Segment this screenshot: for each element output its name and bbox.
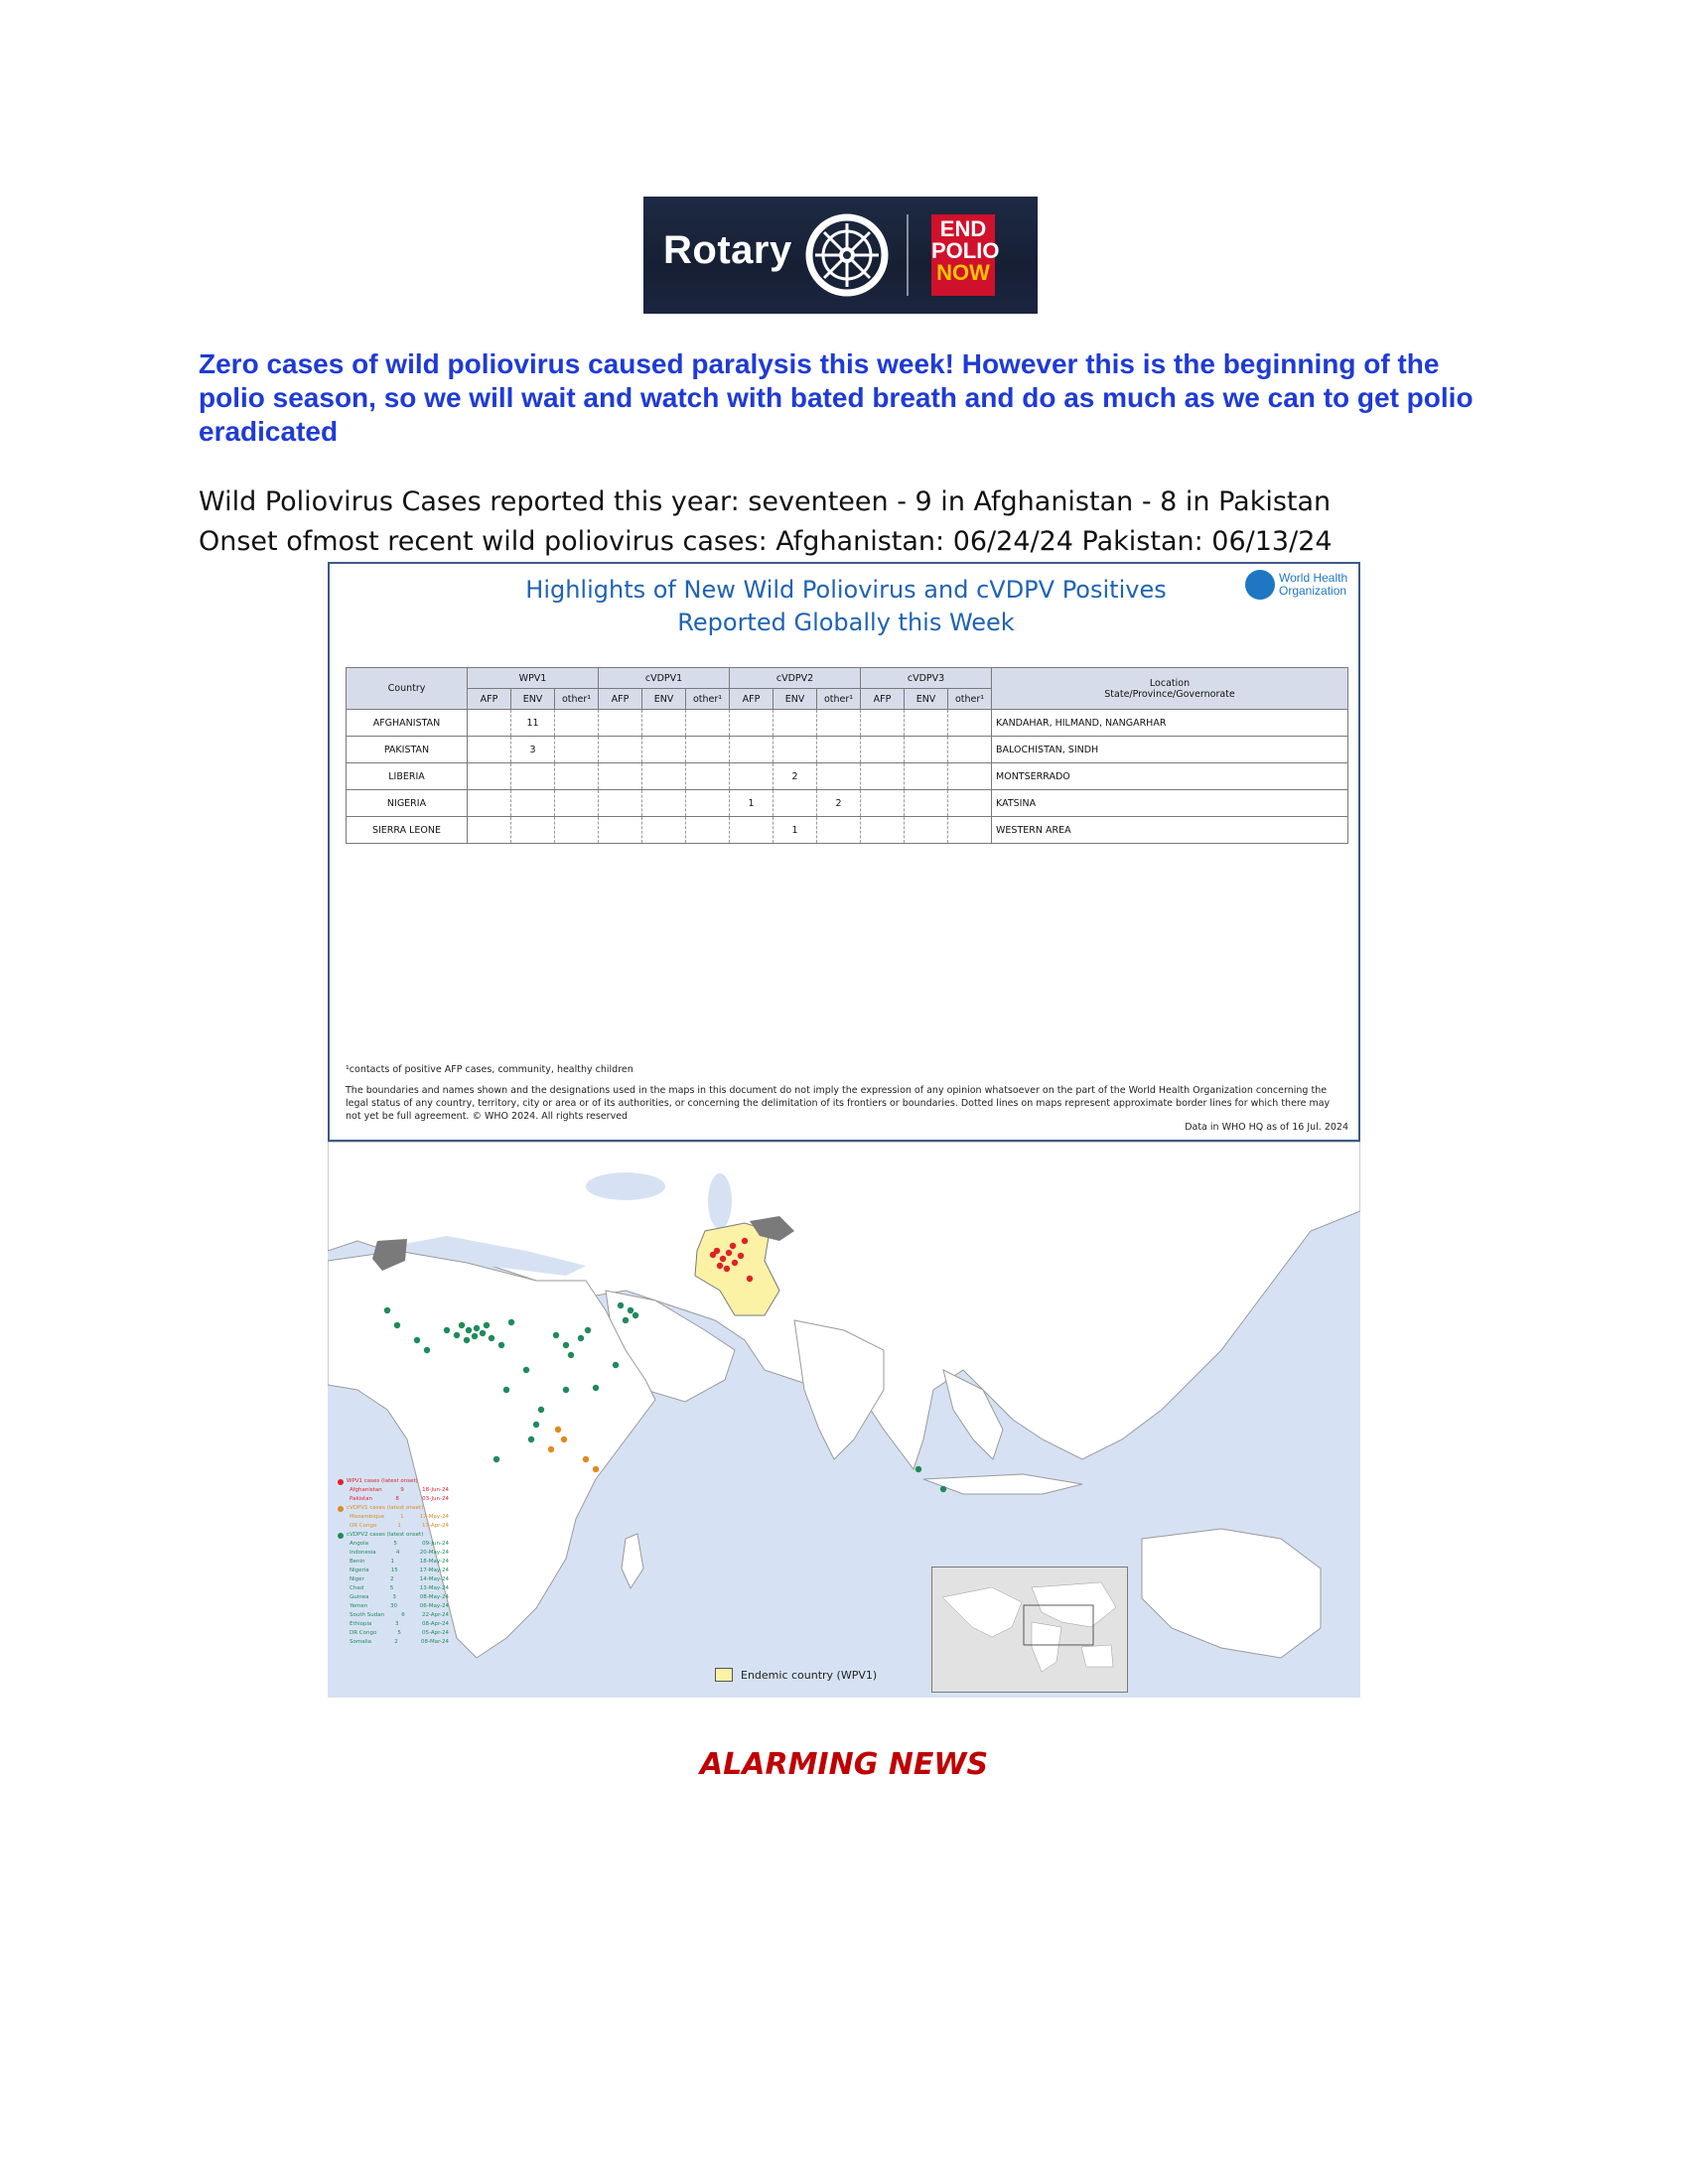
legend-row: DR Congo 1 17-Apr-24	[350, 1523, 449, 1529]
subcolumn-header: other¹	[948, 689, 992, 710]
case-dot	[623, 1317, 629, 1323]
case-dot	[583, 1456, 589, 1462]
country-cell: PAKISTAN	[347, 737, 468, 763]
case-dot	[717, 1263, 723, 1269]
count-cell	[817, 763, 861, 790]
headline: Zero cases of wild poliovirus caused paralysis this week! However this is the beginning of the polio season, so we will wait and watch with bated breath and do as much as we can to get polio eradicated	[199, 348, 1474, 447]
table-row	[347, 790, 1348, 817]
case-dot	[730, 1243, 736, 1249]
case-dot	[738, 1253, 744, 1259]
count-cell	[948, 790, 992, 817]
case-dot	[593, 1385, 599, 1391]
legend-row: Niger 2 14-May-24	[350, 1576, 449, 1582]
case-dot	[633, 1312, 638, 1318]
count-cell	[905, 737, 948, 763]
case-dot	[585, 1327, 591, 1333]
count-cell	[642, 763, 686, 790]
case-dot	[593, 1466, 599, 1472]
count-cell	[599, 790, 642, 817]
count-cell	[948, 737, 992, 763]
count-cell	[555, 817, 599, 844]
caspian-sea	[708, 1173, 732, 1229]
case-dot	[454, 1332, 460, 1338]
case-dot	[414, 1337, 420, 1343]
case-dot	[464, 1337, 470, 1343]
case-dot	[523, 1367, 529, 1373]
count-cell	[861, 737, 905, 763]
count-cell	[730, 710, 774, 737]
legend-row: Yemen 30 06-May-24	[350, 1603, 449, 1609]
case-dot	[489, 1335, 494, 1341]
count-cell	[861, 763, 905, 790]
legend-row: Angola 5 09-Jun-24	[350, 1541, 449, 1547]
case-dot	[459, 1322, 465, 1328]
case-stats	[199, 482, 1489, 562]
count-cell	[468, 737, 511, 763]
rotary-wheel-icon	[804, 212, 890, 298]
case-dot	[555, 1427, 561, 1433]
count-cell	[861, 710, 905, 737]
table-row	[347, 817, 1348, 844]
black-sea	[586, 1172, 665, 1200]
footnote: ¹contacts of positive AFP cases, community, healthy children	[346, 1064, 633, 1075]
case-dot	[578, 1335, 584, 1341]
count-cell	[905, 763, 948, 790]
country-cell: AFGHANISTAN	[347, 710, 468, 737]
count-cell	[730, 817, 774, 844]
case-dot	[732, 1260, 738, 1266]
subcolumn-header: other¹	[555, 689, 599, 710]
australia-land	[1142, 1529, 1321, 1658]
case-dot	[498, 1342, 504, 1348]
count-cell	[861, 790, 905, 817]
case-dot	[563, 1387, 569, 1393]
count-cell	[861, 817, 905, 844]
case-dot	[474, 1325, 480, 1331]
endemic-label: Endemic country (WPV1)	[741, 1668, 878, 1682]
count-cell	[730, 737, 774, 763]
count-cell	[555, 790, 599, 817]
case-dot	[424, 1347, 430, 1353]
indonesia-land	[923, 1474, 1082, 1494]
location-cell: KATSINA	[992, 790, 1348, 817]
legend-row: Guinea 3 08-May-24	[350, 1594, 449, 1600]
count-cell	[468, 790, 511, 817]
count-cell: 1	[730, 790, 774, 817]
count-cell	[599, 737, 642, 763]
group-header: cVDPV1	[599, 668, 730, 689]
count-cell: 11	[511, 710, 555, 737]
group-header: cVDPV2	[730, 668, 861, 689]
case-dot	[710, 1252, 716, 1258]
who-panel-title: Highlights of New Wild Poliovirus and cVDPV Positives Reported Globally this Week	[525, 576, 1167, 636]
count-cell	[555, 763, 599, 790]
alarming-news-heading: ALARMING NEWS	[699, 1747, 989, 1782]
polio-cases-map	[328, 1142, 1360, 1698]
case-dot	[466, 1327, 472, 1333]
count-cell	[905, 790, 948, 817]
case-dot	[747, 1276, 753, 1282]
count-cell	[774, 710, 817, 737]
who-logo	[1245, 570, 1352, 604]
count-cell	[642, 817, 686, 844]
count-cell	[730, 763, 774, 790]
case-dot	[533, 1422, 539, 1428]
case-dot	[613, 1362, 619, 1368]
subcolumn-header: ENV	[905, 689, 948, 710]
case-dot	[618, 1302, 624, 1308]
legend-row: Mozambique 1 17-May-24	[350, 1514, 449, 1520]
location-header: Location State/Province/Governorate	[992, 668, 1348, 710]
count-cell	[642, 790, 686, 817]
count-cell	[817, 817, 861, 844]
legend-header: cVDPV1 cases (latest onset)	[338, 1504, 467, 1513]
count-cell: 3	[511, 737, 555, 763]
data-as-of: Data in WHO HQ as of 16 Jul. 2024	[1185, 1122, 1348, 1133]
count-cell	[686, 737, 730, 763]
count-cell	[817, 737, 861, 763]
case-dot	[503, 1387, 509, 1393]
legend-row: Ethiopia 3 08-Apr-24	[350, 1621, 449, 1627]
count-cell	[468, 710, 511, 737]
count-cell	[905, 710, 948, 737]
subcolumn-header: AFP	[599, 689, 642, 710]
location-cell: WESTERN AREA	[992, 817, 1348, 844]
case-dot	[538, 1407, 544, 1413]
case-dot	[493, 1456, 499, 1462]
legend-row: Afghanistan 9 18-Jun-24	[350, 1487, 449, 1493]
subcolumn-header: ENV	[774, 689, 817, 710]
case-dot	[528, 1436, 534, 1442]
case-dot	[553, 1332, 559, 1338]
count-cell	[511, 817, 555, 844]
legend-dot-icon	[338, 1506, 344, 1512]
subcolumn-header: other¹	[817, 689, 861, 710]
who-org-name: World Health Organization	[1279, 571, 1348, 598]
case-dot	[940, 1486, 946, 1492]
most-recent-onset: Onset ofmost recent wild poliovirus cases: Afghanistan: 06/24/24 Pakistan: 06/13/24	[199, 526, 1333, 557]
who-globe-icon	[1245, 570, 1275, 600]
subcolumn-header: AFP	[468, 689, 511, 710]
count-cell	[599, 763, 642, 790]
count-cell	[686, 790, 730, 817]
count-cell	[468, 817, 511, 844]
case-dot	[561, 1436, 567, 1442]
legend-dot-icon	[338, 1533, 344, 1539]
disclaimer: The boundaries and names shown and the designations used in the maps in this document do not imply the expression of any opinion whatsoever on the part of the World Health Organization concerning the legal status of any country, territory, city or area or of its authorities, or concerning the delimitation of its frontiers or boundaries. Dotted lines on maps represent approximate border lines for which there may not yet be full agreement. © WHO 2024. All rights reserved	[346, 1085, 1331, 1122]
case-dot	[548, 1446, 554, 1452]
count-cell	[905, 817, 948, 844]
subcolumn-header: ENV	[642, 689, 686, 710]
count-cell	[511, 763, 555, 790]
count-cell: 1	[774, 817, 817, 844]
count-cell	[599, 710, 642, 737]
count-cell	[948, 763, 992, 790]
country-cell: LIBERIA	[347, 763, 468, 790]
legend-row: Chad 5 13-May-24	[350, 1585, 449, 1591]
subcolumn-header: AFP	[730, 689, 774, 710]
case-dot	[726, 1250, 732, 1256]
count-cell	[686, 710, 730, 737]
endemic-legend	[715, 1668, 877, 1682]
location-cell: MONTSERRADO	[992, 763, 1348, 790]
country-cell: NIGERIA	[347, 790, 468, 817]
case-dot	[480, 1330, 486, 1336]
legend-header: WPV1 cases (latest onset)	[338, 1477, 467, 1486]
legend-dot-icon	[338, 1479, 344, 1485]
legend-row: Nigeria 15 17-May-24	[350, 1568, 449, 1573]
madagascar-land	[622, 1534, 643, 1588]
case-dot	[915, 1466, 921, 1472]
rotary-end-polio-logo	[643, 197, 1038, 314]
subcolumn-header: ENV	[511, 689, 555, 710]
count-cell: 2	[817, 790, 861, 817]
world-map	[328, 1142, 1360, 1698]
count-cell	[642, 710, 686, 737]
count-cell	[642, 737, 686, 763]
table-row	[347, 710, 1348, 737]
legend-row: South Sudan 6 22-Apr-24	[350, 1612, 449, 1618]
country-cell: SIERRA LEONE	[347, 817, 468, 844]
who-highlights-panel	[328, 562, 1360, 1142]
table-row	[347, 763, 1348, 790]
legend-row: DR Congo 5 05-Apr-24	[350, 1630, 449, 1636]
case-dot	[720, 1256, 726, 1262]
case-dot	[394, 1322, 400, 1328]
endemic-swatch	[715, 1668, 733, 1682]
case-dot	[742, 1238, 748, 1244]
case-dot	[484, 1322, 490, 1328]
legend-row: Indonesia 4 20-May-24	[350, 1550, 449, 1556]
inset-world-map	[931, 1567, 1128, 1693]
country-header: Country	[347, 668, 468, 710]
count-cell	[774, 790, 817, 817]
group-header: WPV1	[468, 668, 599, 689]
count-cell	[468, 763, 511, 790]
count-cell	[774, 737, 817, 763]
group-header: cVDPV3	[861, 668, 992, 689]
rotary-wordmark: Rotary	[663, 228, 792, 272]
count-cell	[599, 817, 642, 844]
count-cell	[817, 710, 861, 737]
legend-row: Benin 1 18-May-24	[350, 1559, 449, 1565]
table-row	[347, 737, 1348, 763]
case-dot	[563, 1342, 569, 1348]
subcolumn-header: other¹	[686, 689, 730, 710]
count-cell: 2	[774, 763, 817, 790]
count-cell	[511, 790, 555, 817]
case-dot	[472, 1333, 478, 1339]
legend-header: cVDPV2 cases (latest onset)	[338, 1531, 467, 1540]
count-cell	[686, 763, 730, 790]
count-cell	[948, 710, 992, 737]
legend-row: Pakistan 8 03-Jun-24	[350, 1496, 449, 1502]
case-dot	[568, 1352, 574, 1358]
location-cell: KANDAHAR, HILMAND, NANGARHAR	[992, 710, 1348, 737]
case-dot	[508, 1319, 514, 1325]
map-legend	[338, 1477, 467, 1647]
case-dot	[724, 1266, 730, 1272]
count-cell	[555, 710, 599, 737]
case-dot	[384, 1307, 390, 1313]
case-dot	[628, 1307, 633, 1313]
positives-table	[346, 667, 1348, 844]
cases-this-year: Wild Poliovirus Cases reported this year: seventeen - 9 in Afghanistan - 8 in Pakistan	[199, 486, 1332, 517]
end-polio-now-badge: END POLIO NOW	[931, 214, 995, 296]
count-cell	[555, 737, 599, 763]
count-cell	[686, 817, 730, 844]
location-cell: BALOCHISTAN, SINDH	[992, 737, 1348, 763]
case-dot	[444, 1327, 450, 1333]
count-cell	[948, 817, 992, 844]
logo-divider	[907, 214, 909, 296]
subcolumn-header: AFP	[861, 689, 905, 710]
legend-row: Somalia 2 08-Mar-24	[350, 1639, 449, 1645]
